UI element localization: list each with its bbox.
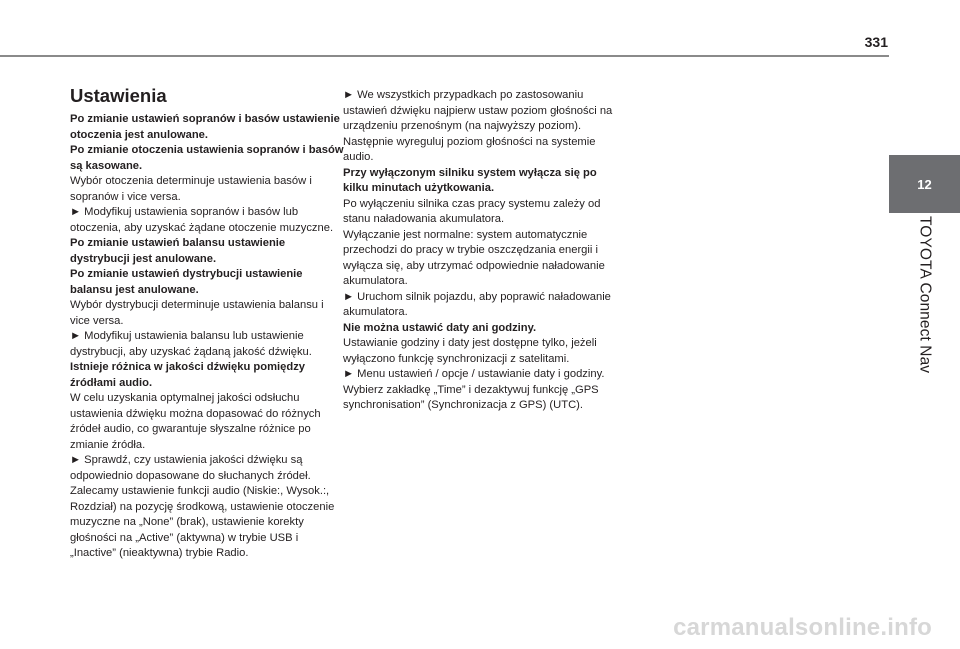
paragraph: Ustawianie godziny i daty jest dostępne tylko, jeżeli wyłączono funkcję synchronizacji z satelitami.: [343, 337, 597, 365]
paragraph: W celu uzyskania optymalnej jakości odsłuchu ustawienia dźwięku można dopasować do różnych źródeł audio, co gwarantuje słyszalne różnice po zmianie źródła.: [70, 392, 321, 451]
page-number: 331: [864, 34, 888, 50]
paragraph: Po wyłączeniu silnika czas pracy systemu zależy od stanu naładowania akumulatora.: [343, 197, 601, 225]
paragraph: Przy wyłączonym silniku system wyłącza się po kilku minutach użytkowania.: [343, 166, 597, 194]
paragraph: Wyłączanie jest normalne: system automatycznie przechodzi do pracy w trybie oszczędzania energii i wyłącza się, aby utrzymać odpowiednie naładowanie akumulatora.: [343, 228, 605, 287]
chapter-title-container: [889, 214, 960, 414]
paragraph: Wybór dystrybucji determinuje ustawienia balansu i vice versa.: [70, 299, 324, 327]
chapter-title: TOYOTA Connect Nav: [916, 216, 934, 374]
chapter-tab: [889, 155, 960, 213]
paragraph: Po zmianie otoczenia ustawienia sopranów i basów są kasowane.: [70, 144, 344, 172]
paragraph: ► Uruchom silnik pojazdu, aby poprawić naładowanie akumulatora.: [343, 290, 611, 318]
left-column: [70, 84, 346, 562]
paragraph: Wybór otoczenia determinuje ustawienia basów i sopranów i vice versa.: [70, 175, 312, 203]
section-title: Ustawienia: [70, 85, 167, 106]
paragraph: ► Menu ustawień / opcje / ustawianie daty i godziny. Wybierz zakładkę „Time” i dezaktywuj funkcję „GPS synchronisation” (Synchronizacja z GPS) (UTC).: [343, 368, 605, 411]
right-column: [343, 88, 619, 414]
watermark: carmanualsonline.info: [673, 614, 932, 641]
paragraph: ► Modyfikuj ustawienia balansu lub ustawienie dystrybucji, aby uzyskać żądaną jakość dźwięku.: [70, 330, 312, 358]
paragraph: ► We wszystkich przypadkach po zastosowaniu ustawień dźwięku najpierw ustaw poziom głośności na urządzeniu przenośnym (na najwyższy poziom). Następnie wyreguluj poziom głośności na systemie audio.: [343, 89, 613, 163]
paragraph: Po zmianie ustawień sopranów i basów ustawienie otoczenia jest anulowane.: [70, 113, 340, 141]
paragraph: Po zmianie ustawień balansu ustawienie dystrybucji jest anulowane.: [70, 237, 286, 265]
paragraph: ► Sprawdź, czy ustawienia jakości dźwięku są odpowiednio dopasowane do słuchanych źródeł. Zalecamy ustawienie funkcji audio (Niskie:, Wysok.:, Rozdział) na pozycję środkową, ustawienie otoczenie muzyczne na „None” (brak), ustawienie korekty głośności na „Active” (aktywna) w trybie USB i „Inactive” (nieaktywna) trybie Radio.: [70, 454, 335, 559]
chapter-number: 12: [917, 176, 932, 192]
paragraph: Istnieje różnica w jakości dźwięku pomiędzy źródłami audio.: [70, 361, 306, 389]
paragraph: Nie można ustawić daty ani godziny.: [343, 321, 537, 334]
header-rule: [0, 55, 889, 57]
paragraph: Po zmianie ustawień dystrybucji ustawienie balansu jest anulowane.: [70, 268, 303, 296]
paragraph: ► Modyfikuj ustawienia sopranów i basów lub otoczenia, aby uzyskać żądane otoczenie muzyczne.: [70, 206, 334, 234]
